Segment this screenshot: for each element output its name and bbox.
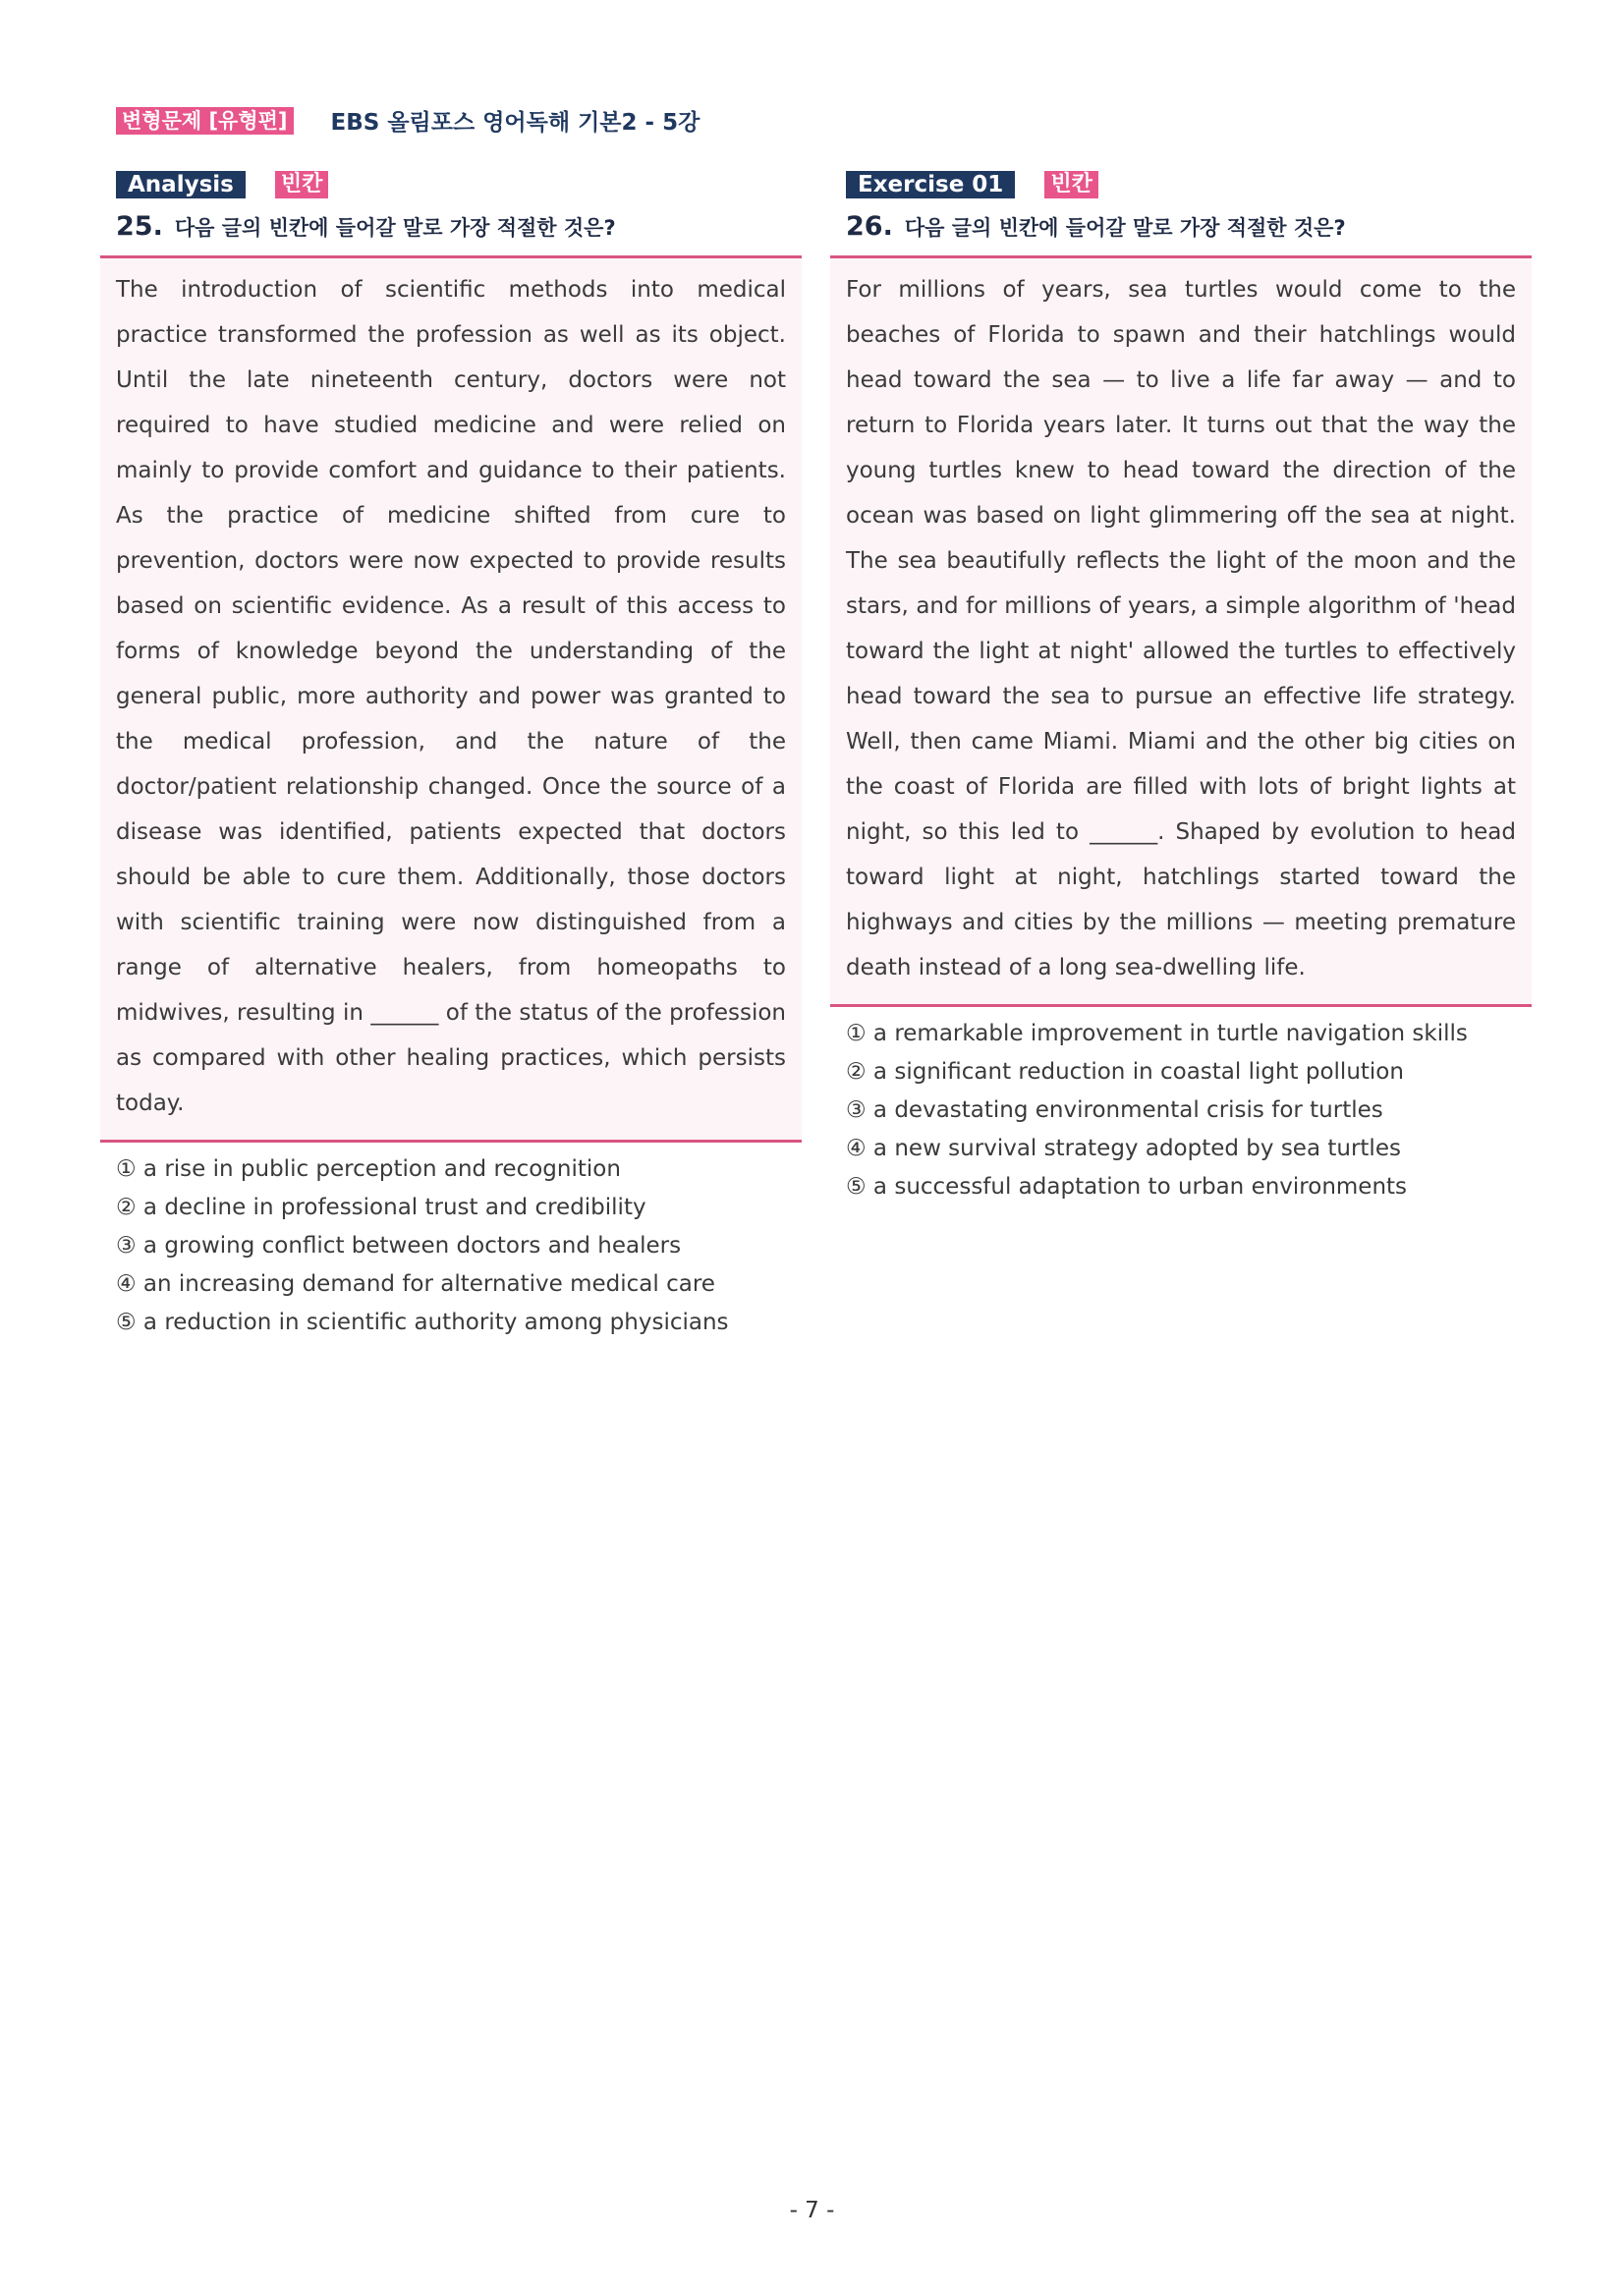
question-text: 다음 글의 빈칸에 들어갈 말로 가장 적절한 것은? — [904, 216, 1346, 240]
question-26 — [830, 170, 1532, 1206]
option-4: ④ an increasing demand for alternative medical care — [116, 1271, 715, 1297]
question-number: 25. — [116, 211, 163, 242]
analysis-label: Analysis — [116, 171, 246, 198]
option-3: ③ a devastating environmental crisis for turtles — [846, 1097, 1383, 1123]
answer-options — [100, 1150, 802, 1342]
page-number: - 7 - — [789, 2198, 835, 2223]
question-line — [830, 211, 1532, 245]
page-header — [116, 104, 700, 137]
option-3: ③ a growing conflict between doctors and healers — [116, 1233, 682, 1259]
option-5: ⑤ a successful adaptation to urban environments — [846, 1174, 1408, 1200]
question-tags — [830, 170, 1532, 199]
option-4: ④ a new survival strategy adopted by sea turtles — [846, 1136, 1401, 1161]
answer-options — [830, 1015, 1532, 1206]
exercise-label: Exercise 01 — [846, 171, 1015, 198]
passage-box: The introduction of scientific methods into medical practice transformed the profession as well as its object. Until the late nineteenth century, doctors were not required to have studied medicine and were relied on mainly to provide comfort and guidance to their patients. As the practice of medicine shifted from cure to prevention, doctors were now expected to provide results based on scientific evidence. As a result of this access to forms of knowledge beyond the understanding of the general public, more authority and power was granted to the medical profession, and the nature of the doctor/patient relationship changed. Once the source of a disease was identified, patients expected that doctors should be able to cure them. Additionally, those doctors with scientific training were now distinguished from a range of alternative healers, from homeopaths to midwives, resulting in ______ of the status of the profession as compared with other healing practices, which persists today. — [100, 255, 802, 1143]
blank-type-tag: 빈칸 — [275, 171, 329, 198]
blank-type-tag: 빈칸 — [1044, 171, 1098, 198]
question-line — [100, 211, 802, 245]
option-2: ② a significant reduction in coastal light pollution — [846, 1059, 1404, 1085]
question-number: 26. — [846, 211, 893, 242]
option-1: ① a rise in public perception and recognition — [116, 1156, 621, 1182]
passage-box: For millions of years, sea turtles would come to the beaches of Florida to spawn and their hatchlings would head toward the sea — to live a life far away — and to return to Florida years later. It turns out that the way the young turtles knew to head toward the direction of the ocean was based on light glimmering off the sea at night. The sea beautifully reflects the light of the moon and the stars, and for millions of years, a simple algorithm of 'head toward the light at night' allowed the turtles to effectively head toward the sea to pursue an effective life strategy. Well, then came Miami. Miami and the other big cities on the coast of Florida are filled with lots of bright lights at night, so this led to ______. Shaped by evolution to head toward light at night, hatchlings started toward the highways and cities by the millions — meeting premature death instead of a long sea-dwelling life. — [830, 255, 1532, 1007]
option-1: ① a remarkable improvement in turtle navigation skills — [846, 1021, 1468, 1046]
option-5: ⑤ a reduction in scientific authority among physicians — [116, 1310, 729, 1335]
question-text: 다음 글의 빈칸에 들어갈 말로 가장 적절한 것은? — [174, 216, 616, 240]
question-25 — [100, 170, 802, 1342]
header-title: EBS 올림포스 영어독해 기본2 - 5강 — [330, 110, 700, 136]
category-tag: 변형문제 [유형편] — [116, 107, 294, 135]
option-2: ② a decline in professional trust and credibility — [116, 1195, 646, 1220]
question-tags — [100, 170, 802, 199]
